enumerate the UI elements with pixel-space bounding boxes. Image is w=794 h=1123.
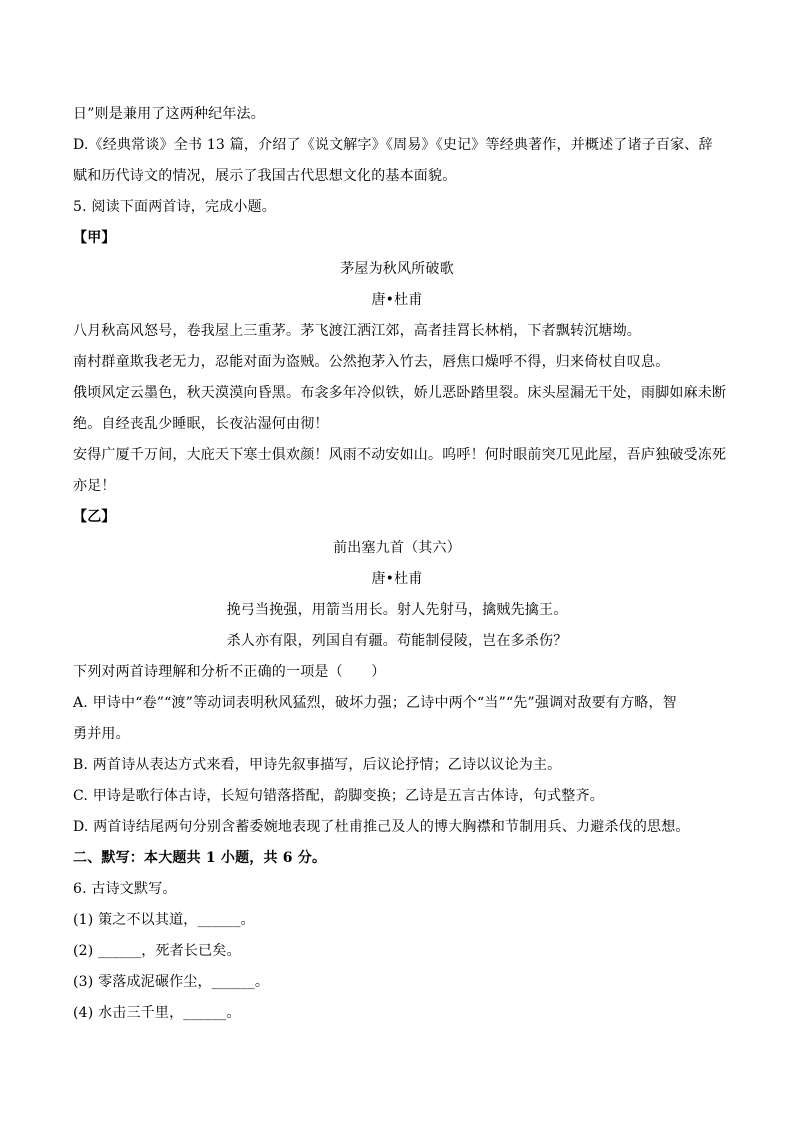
option-b: B. 两首诗从表达方式来看，甲诗先叙事描写，后议论抒情；乙诗以议论为主。 — [73, 757, 562, 773]
poem-jia-line: 八月秋高风怒号，卷我屋上三重茅。茅飞渡江洒江郊，高者挂罥长林梢，下者飘转沉塘坳。 — [73, 323, 641, 339]
fill-blank-item: (1) 策之不以其道，______。 — [73, 912, 255, 928]
poem-yi-line: 挽弓当挽强，用箭当用长。射人先射马，擒贼先擒王。 — [226, 602, 568, 618]
section-2-heading: 二、默写：本大题共 1 小题，共 6 分。 — [73, 850, 327, 866]
poem-yi-title: 前出塞九首（其六） — [333, 540, 461, 556]
question-6-stem: 6. 古诗文默写。 — [73, 881, 177, 897]
poem-jia-line: 南村群童欺我老无力，忍能对面为盗贼。公然抱茅入竹去，唇焦口燥呼不得，归来倚杖自叹息。 — [73, 354, 670, 370]
option-d-line-1: D.《经典常谈》全书 13 篇，介绍了《说文解字》《周易》《史记》等经典著作，并概述了诸子百家、辞 — [73, 137, 713, 153]
prev-question-tail: 日”则是兼用了这两种纪年法。 — [73, 106, 265, 122]
fill-blank-item: (3) 零落成泥碾作尘，______。 — [73, 974, 270, 990]
poem-yi-author: 唐•杜甫 — [371, 571, 423, 587]
poem-yi-marker: 【乙】 — [73, 509, 116, 525]
option-a-line-2: 勇并用。 — [73, 726, 130, 742]
poem-jia-marker: 【甲】 — [73, 230, 116, 246]
poem-yi-line: 杀人亦有限，列国自有疆。苟能制侵陵，岂在多杀伤？ — [226, 633, 568, 649]
poem-jia-line: 安得广厦千万间，大庇天下寒士俱欢颜！风雨不动安如山。呜呼！何时眼前突兀见此屋，吾庐独破受冻死 — [73, 447, 727, 463]
question-5-stem: 5. 阅读下面两首诗，完成小题。 — [73, 199, 277, 215]
fill-blank-item: (2) ______，死者长已矣。 — [73, 943, 241, 959]
poem-jia-line: 绝。自经丧乱少睡眠，长夜沾湿何由彻！ — [73, 416, 329, 432]
poem-jia-line: 亦足！ — [73, 478, 116, 494]
question-5-prompt: 下列对两首诗理解和分析不正确的一项是（ ） — [73, 664, 386, 680]
poem-jia-line: 俄顷风定云墨色，秋天漠漠向昏黑。布衾多年冷似铁，娇儿恶卧踏里裂。床头屋漏无干处，雨脚如麻未断 — [73, 385, 727, 401]
option-d: D. 两首诗结尾两句分别含蓄委婉地表现了杜甫推己及人的博大胸襟和节制用兵、力避杀伐的思想。 — [73, 819, 690, 835]
option-a-line-1: A. 甲诗中“卷”“渡”等动词表明秋风猛烈，破坏力强；乙诗中两个“当”“先”强调对敌要有方略，智 — [73, 695, 677, 711]
poem-jia-title: 茅屋为秋风所破歌 — [340, 261, 454, 277]
option-c: C. 甲诗是歌行体古诗，长短句错落搭配，韵脚变换；乙诗是五言古体诗，句式整齐。 — [73, 788, 604, 804]
poem-jia-author: 唐•杜甫 — [371, 292, 423, 308]
fill-blank-item: (4) 水击三千里，______。 — [73, 1005, 241, 1021]
option-d-line-2: 赋和历代诗文的情况，展示了我国古代思想文化的基本面貌。 — [73, 168, 457, 184]
